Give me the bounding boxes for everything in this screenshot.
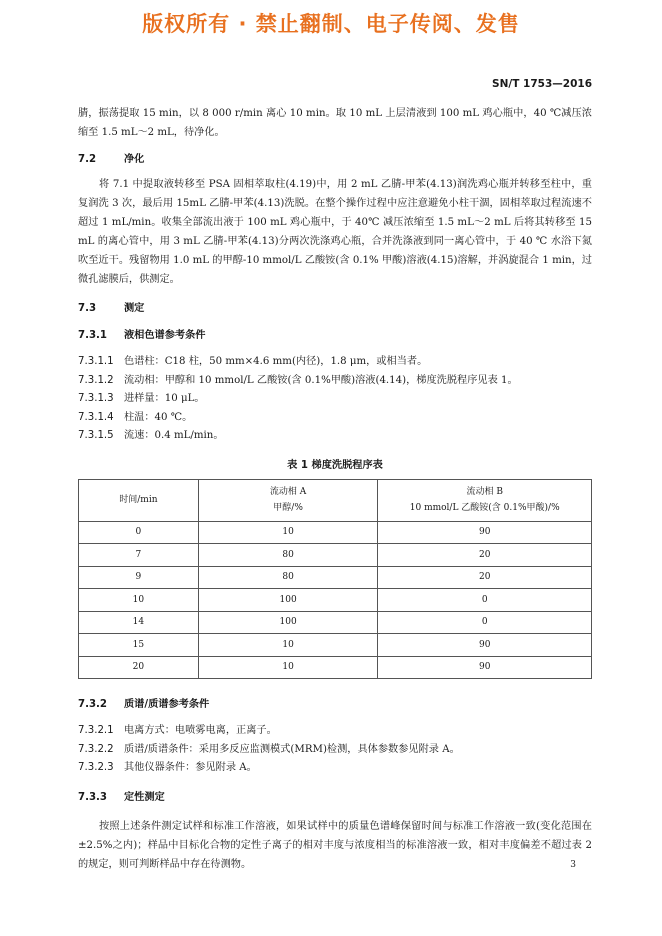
- list-item: [78, 427, 592, 446]
- list-item: [78, 353, 592, 372]
- table-row: [79, 656, 592, 679]
- watermark-banner: 版权所有 · 禁止翻制、电子传阅、发售: [142, 12, 520, 36]
- table-row: [79, 544, 592, 567]
- intro-paragraph: 腈，振荡提取 15 min，以 8 000 r/min 离心 10 min。取 10 mL 上层清液到 100 mL 鸡心瓶中，40 ℃减压浓缩至 1.5 mL～2 mL，待净化。: [78, 108, 592, 138]
- heading-7-3-2: [78, 695, 592, 714]
- cell-time: 10: [79, 589, 199, 612]
- heading-7-3: [78, 299, 592, 318]
- cell-phase-a: 100: [198, 589, 378, 612]
- cell-phase-a: 100: [198, 611, 378, 634]
- cell-time: 0: [79, 521, 199, 544]
- item-text: 色谱柱：C18 柱，50 mm×4.6 mm(内径)，1.8 μm，或相当者。: [124, 356, 428, 367]
- item-number: 7.3.1.4: [78, 411, 114, 423]
- qualitative-paragraph: 按照上述条件测定试样和标准工作溶液，如果试样中的质量色谱峰保留时间与标准工作溶液一致(变化范围在±2.5%之内)；样品中目标化合物的定性子离子的相对丰度与浓度相当的标准溶液一致，相对丰度偏差不超过表 2 的规定，则可判断样品中存在待测物。: [78, 820, 592, 870]
- item-number: 7.3.1.5: [78, 430, 114, 441]
- item-text: 质谱/质谱条件：采用多反应监测模式(MRM)检测，具体参数参见附录 A。: [124, 743, 460, 755]
- cell-phase-b: 90: [378, 634, 592, 657]
- section-number: 7.3: [78, 303, 97, 314]
- table-row: [79, 589, 592, 612]
- cell-phase-b: 90: [378, 656, 592, 679]
- item-text: 流动相：甲醇和 10 mmol/L 乙酸铵(含 0.1%甲酸)溶液(4.14)，梯度洗脱程序见表 1。: [124, 374, 518, 386]
- standard-number: SN/T 1753—2016: [492, 78, 592, 90]
- item-text: 流速：0.4 mL/min。: [124, 430, 224, 441]
- section-title: 测定: [124, 303, 145, 314]
- table-row: [79, 634, 592, 657]
- heading-7-2: [78, 150, 592, 169]
- item-number: 7.3.2.2: [78, 743, 114, 755]
- page-number: 3: [570, 860, 576, 870]
- section-number: 7.3.3: [78, 791, 108, 803]
- section-number: 7.3.2: [78, 699, 108, 710]
- heading-7-3-3: [78, 788, 592, 807]
- list-item: [78, 759, 592, 778]
- section-number: 7.2: [78, 154, 97, 165]
- cell-phase-b: 20: [378, 544, 592, 567]
- header-b-line1: 流动相 B: [466, 487, 503, 497]
- item-number: 7.3.2.3: [78, 762, 114, 773]
- cell-phase-a: 80: [198, 544, 378, 567]
- item-text: 柱温：40 ℃。: [124, 411, 193, 423]
- header-mobile-phase-a: [198, 479, 378, 521]
- page-content: [78, 104, 592, 874]
- cell-phase-a: 80: [198, 566, 378, 589]
- list-item: [78, 390, 592, 409]
- cell-phase-a: 10: [198, 634, 378, 657]
- header-b-line2: 10 mmol/L 乙酸铵(含 0.1%甲酸)/%: [409, 503, 560, 513]
- table-row: [79, 566, 592, 589]
- section-title: 液相色谱参考条件: [124, 330, 206, 341]
- cell-phase-b: 20: [378, 566, 592, 589]
- cell-phase-b: 90: [378, 521, 592, 544]
- header-a-line2: 甲醇/%: [273, 503, 303, 513]
- section-number: 7.3.1: [78, 330, 108, 341]
- cell-time: 20: [79, 656, 199, 679]
- cell-time: 14: [79, 611, 199, 634]
- cell-phase-a: 10: [198, 656, 378, 679]
- cell-time: 9: [79, 566, 199, 589]
- purification-paragraph: 将 7.1 中提取液转移至 PSA 固相萃取柱(4.19)中，用 2 mL 乙腈-甲苯(4.13)润洗鸡心瓶并转移至柱中，重复润洗 3 次，最后用 15mL 乙腈-甲苯(4.13)洗脱。在整个操作过程中应注意避免小柱干涸，固相萃取过程流速不超过 1 mL/min。收集全部流出液于 100 mL 鸡心瓶中，于 40℃ 减压浓缩至 1.5 mL～2 mL 后将其转移至 15 mL 的离心管中，用 3 mL 乙腈-甲苯(4.13)分两次洗涤鸡心瓶，合并洗涤液到同一离心管中，于 40 ℃ 水浴下氮吹至近干。残留物用 1.0 mL 的甲醇-10 mmol/L 乙酸铵(含 0.1% 甲酸)溶液(4.15)溶解，并涡旋混合 1 min，过微孔滤膜后，供测定。: [78, 179, 592, 285]
- header-time: 时间/min: [79, 479, 199, 521]
- cell-phase-a: 10: [198, 521, 378, 544]
- cell-time: 15: [79, 634, 199, 657]
- item-text: 其他仪器条件：参见附录 A。: [124, 762, 257, 773]
- list-item: [78, 722, 592, 741]
- table-header-row: [79, 479, 592, 521]
- item-text: 电离方式：电喷雾电离，正离子。: [124, 725, 277, 736]
- list-item: [78, 409, 592, 428]
- item-number: 7.3.1.1: [78, 356, 114, 367]
- heading-7-3-1: [78, 326, 592, 345]
- item-number: 7.3.1.3: [78, 393, 114, 404]
- item-number: 7.3.2.1: [78, 725, 114, 736]
- item-text: 进样量：10 μL。: [124, 393, 205, 404]
- section-title: 质谱/质谱参考条件: [124, 699, 210, 710]
- section-title: 净化: [124, 154, 145, 165]
- section-title: 定性测定: [124, 791, 165, 803]
- header-a-line1: 流动相 A: [269, 487, 307, 497]
- table-row: [79, 521, 592, 544]
- cell-time: 7: [79, 544, 199, 567]
- cell-phase-b: 0: [378, 611, 592, 634]
- table-row: [79, 611, 592, 634]
- cell-phase-b: 0: [378, 589, 592, 612]
- table-caption: 表 1 梯度洗脱程序表: [287, 459, 383, 471]
- list-item: [78, 741, 592, 760]
- gradient-table: [78, 479, 592, 680]
- item-number: 7.3.1.2: [78, 374, 114, 386]
- list-item: [78, 372, 592, 391]
- header-mobile-phase-b: [378, 479, 592, 521]
